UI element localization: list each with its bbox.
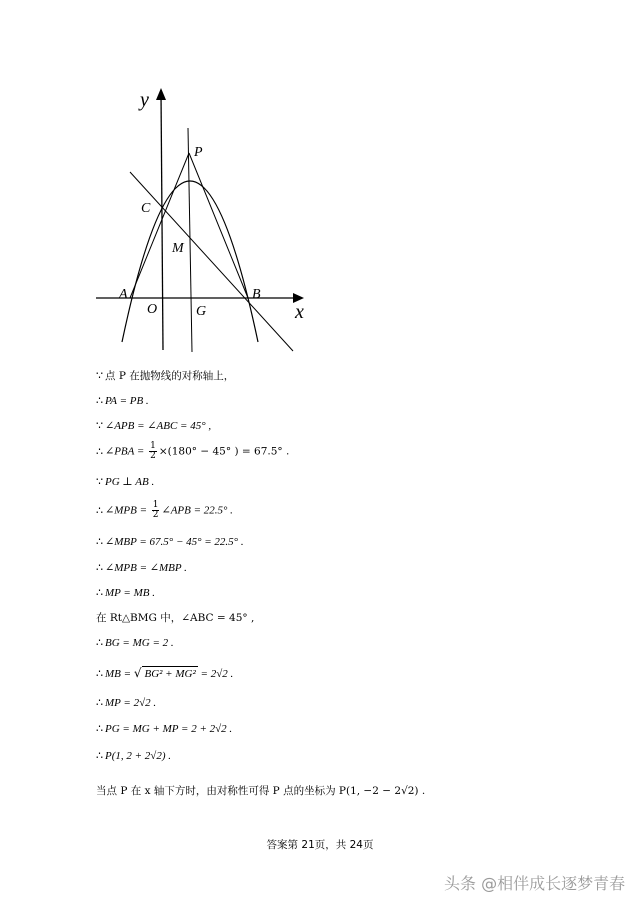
proof-line-12: ∴ MB = √ BG² + MG² = 2√2 . <box>96 666 234 680</box>
radical-sign: √ <box>133 666 142 680</box>
label-o: O <box>147 302 158 317</box>
proof-line-15: ∴ P(1, 2 + 2√2) . <box>96 749 172 762</box>
page-footer: 答案第 21页，共 24页 <box>266 839 374 851</box>
fraction-half: $\frac{1}{2}$ <box>152 500 159 520</box>
proof-line-8: ∴ ∠MPB = ∠MBP . <box>96 561 187 574</box>
proof-line-1: ∵ 点 P 在抛物线的对称轴上， <box>96 369 235 382</box>
proof-line-7: ∴ ∠MBP = 67.5° − 45° = 22.5° . <box>96 535 244 548</box>
label-p: P <box>194 145 203 160</box>
proof-line-5: ∵ PG ⊥ AB . <box>96 475 155 488</box>
label-x: x <box>295 301 304 323</box>
proof-line-3: ∵ ∠APB = ∠ABC = 45° , <box>96 419 212 432</box>
proof-line-2: ∴ PA = PB . <box>96 394 149 407</box>
geometry-figure <box>90 80 330 355</box>
proof-line-6: ∴ ∠MPB = $\frac{1}{2}$ ∠APB = 22.5° . <box>96 500 233 520</box>
y-axis-arrow <box>156 88 166 100</box>
watermark: 头条 @相伴成长逐梦青春 <box>444 874 626 893</box>
label-g: G <box>196 304 207 319</box>
proof-line-13: ∴ MP = 2√2 . <box>96 696 157 709</box>
proof-line-10: 在 Rt△BMG 中，∠ABC = 45° , <box>96 612 255 624</box>
proof-line-16: 当点 P 在 x 轴下方时，由对称性可得 P 点的坐标为 P(1, −2 − 2√2) . <box>96 785 426 797</box>
segment-pb <box>189 153 248 298</box>
segment-pa <box>130 153 189 298</box>
proof-line-4: ∴ ∠PBA = $\frac{1}{2}$ ×(180° − 45° ) = 67.5° . <box>96 441 290 461</box>
label-m: M <box>172 241 184 256</box>
proof-line-9: ∴ MP = MB . <box>96 586 155 599</box>
label-y: y <box>140 89 149 111</box>
label-c: C <box>141 201 151 216</box>
label-a: A <box>119 287 128 302</box>
label-b: B <box>252 287 261 302</box>
fraction-half: $\frac{1}{2}$ <box>150 441 156 461</box>
proof-line-14: ∴ PG = MG + MP = 2 + 2√2 . <box>96 722 233 735</box>
proof-line-11: ∴ BG = MG = 2 . <box>96 636 174 649</box>
line-cb <box>130 172 293 351</box>
